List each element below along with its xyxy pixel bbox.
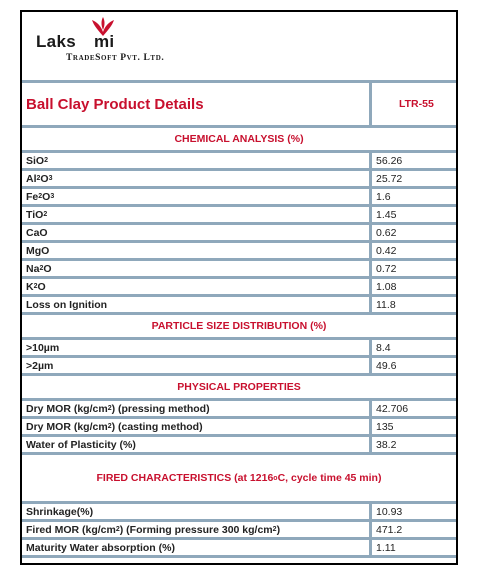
product-code: LTR-55 (399, 98, 434, 110)
property-label: Water of Plasticity (%) (26, 438, 136, 451)
column-divider (369, 171, 372, 186)
column-divider (369, 540, 372, 555)
company-logo (22, 12, 456, 80)
property-label: Dry MOR (kg/cm 2 ) (pressing method) (26, 402, 210, 415)
section-particle-size: PARTICLE SIZE DISTRIBUTION (%) (151, 320, 327, 332)
property-value: 0.42 (376, 244, 397, 257)
column-divider (369, 401, 372, 416)
particle-row (22, 358, 456, 373)
column-divider (369, 437, 372, 452)
column-divider (369, 153, 372, 168)
physical-row (22, 437, 456, 452)
row-divider (22, 555, 456, 558)
chemical-row (22, 279, 456, 294)
fired-row (22, 522, 456, 537)
property-value: 11.8 (376, 298, 396, 311)
column-divider (369, 340, 372, 355)
column-divider (369, 243, 372, 258)
property-label: Loss on Ignition (26, 298, 108, 311)
property-value: 0.72 (376, 262, 397, 275)
column-divider (369, 522, 372, 537)
property-label: MgO (26, 244, 50, 257)
property-label: Maturity Water absorption (%) (26, 541, 175, 554)
company-name: Laks mi (36, 32, 115, 51)
product-sheet (20, 10, 458, 565)
property-value: 1.6 (376, 190, 391, 203)
title-row (22, 83, 456, 125)
property-label: TiO 2 (26, 208, 48, 221)
property-value: 471.2 (376, 523, 403, 536)
chemical-row (22, 225, 456, 240)
property-value: 8.4 (376, 341, 391, 354)
particle-row (22, 340, 456, 355)
property-label: >10µm (26, 341, 60, 354)
chemical-row (22, 297, 456, 312)
company-subtitle: TradeSoft Pvt. Ltd. (66, 53, 165, 63)
section-chemical-analysis: CHEMICAL ANALYSIS (%) (174, 133, 304, 145)
property-value: 135 (376, 420, 394, 433)
property-label: CaO (26, 226, 48, 239)
property-value: 1.11 (376, 541, 396, 554)
property-value: 49.6 (376, 359, 397, 372)
column-divider (369, 358, 372, 373)
property-value: 25.72 (376, 172, 403, 185)
property-value: 1.08 (376, 280, 397, 293)
column-divider (369, 83, 372, 125)
column-divider (369, 419, 372, 434)
fired-row (22, 540, 456, 555)
chemical-row (22, 171, 456, 186)
physical-row (22, 419, 456, 434)
property-label: Dry MOR (kg/cm 2 ) (casting method) (26, 420, 203, 433)
column-divider (369, 261, 372, 276)
section-physical-properties: PHYSICAL PROPERTIES (177, 381, 301, 393)
property-label: Fe 2 O 3 (26, 190, 55, 203)
column-divider (369, 189, 372, 204)
column-divider (369, 279, 372, 294)
property-label: Na 2 O (26, 262, 52, 275)
column-divider (369, 297, 372, 312)
chemical-row (22, 243, 456, 258)
fired-row (22, 504, 456, 519)
property-value: 56.26 (376, 154, 403, 167)
property-label: Shrinkage(%) (26, 505, 94, 518)
section-fired-characteristics: FIRED CHARACTERISTICS (at 1216 o C, cycle time 45 min) (96, 472, 382, 484)
property-label: K 2 O (26, 280, 46, 293)
property-value: 1.45 (376, 208, 397, 221)
property-value: 0.62 (376, 226, 397, 239)
column-divider (369, 504, 372, 519)
property-label: Al 2 O 3 (26, 172, 53, 185)
property-value: 38.2 (376, 438, 397, 451)
chemical-row (22, 261, 456, 276)
chemical-row (22, 207, 456, 222)
property-label: SiO 2 (26, 154, 48, 167)
property-value: 10.93 (376, 505, 403, 518)
physical-row (22, 401, 456, 416)
chemical-row (22, 189, 456, 204)
column-divider (369, 225, 372, 240)
product-title: Ball Clay Product Details (26, 95, 204, 113)
property-label: Fired MOR (kg/cm 2 ) (Forming pressure 300 kg/cm 2 ) (26, 523, 281, 536)
property-value: 42.706 (376, 402, 409, 415)
column-divider (369, 207, 372, 222)
property-label: >2µm (26, 359, 54, 372)
chemical-row (22, 153, 456, 168)
